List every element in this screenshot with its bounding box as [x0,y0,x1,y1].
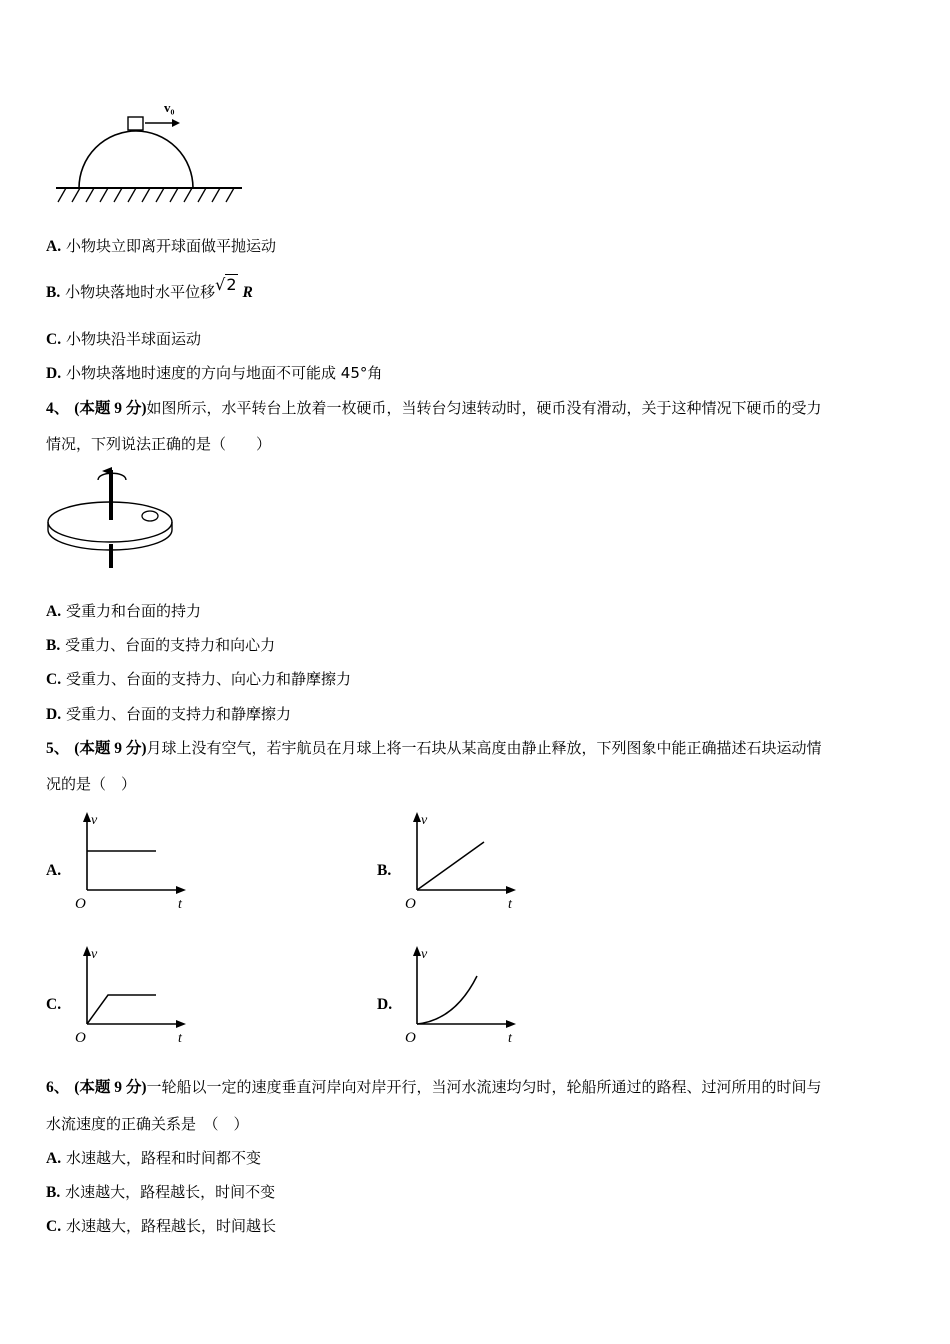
q4-option-a[interactable]: A. 受重力和台面的持力 [46,602,202,620]
q3-option-c[interactable]: C. 小物块沿半球面运动 [46,330,202,348]
q3-option-d[interactable]: D. 小物块落地时速度的方向与地面不可能成 45°角 [46,364,383,382]
q6-option-b[interactable]: B. 水速越大，路程越长，时间不变 [46,1183,276,1201]
q4-option-c[interactable]: C. 受重力、台面的支持力、向心力和静摩擦力 [46,670,352,688]
q6-stem-line2: 水流速度的正确关系是 （ ） [46,1115,249,1133]
v0-label: v₀ [164,100,175,115]
q6-option-c[interactable]: C. 水速越大，路程越长，时间越长 [46,1217,277,1235]
q5-graph-d[interactable] [400,944,525,1046]
q5-stem-line2: 况的是（ ） [46,775,137,793]
q5-graph-b-label[interactable]: B. [377,862,392,879]
svg-text:v: v [421,947,428,962]
q4-option-d[interactable]: D. 受重力、台面的支持力和静摩擦力 [46,705,292,723]
svg-text:t: t [178,1031,182,1046]
svg-text:v: v [91,947,98,962]
svg-text:O: O [405,1030,416,1046]
q4-stem-line1: 4、 (本题 9 分)如图所示，水平转台上放着一枚硬币，当转台匀速转动时，硬币没有滑动，关于这种情况下硬币的受力 [46,399,822,417]
q4-option-b[interactable]: B. 受重力、台面的支持力和向心力 [46,636,276,654]
q5-stem-line1: 5、 (本题 9 分)月球上没有空气，若宇航员在月球上将一石块从某高度由静止释放，下列图象中能正确描述石块运动情 [46,739,822,757]
sqrt-symbol: √2 [215,275,237,294]
q5-graph-d-label[interactable]: D. [377,996,393,1013]
q5-graph-b[interactable] [400,810,525,912]
svg-text:t: t [508,1031,512,1046]
turntable-figure [46,464,178,572]
svg-text:O: O [75,896,86,912]
hemisphere-figure [46,96,246,208]
q3-option-a[interactable]: A. 小物块立即离开球面做平抛运动 [46,237,277,255]
svg-text:t: t [178,897,182,912]
q4-stem-line2: 情况，下列说法正确的是（ ） [46,435,272,453]
q5-graph-c-label[interactable]: C. [46,996,62,1013]
svg-text:v: v [421,813,428,828]
q5-graph-c[interactable] [70,944,195,1046]
q6-stem-line1: 6、 (本题 9 分)一轮船以一定的速度垂直河岸向对岸开行，当河水流速均匀时，轮船所通过的路程、过河所用的时间与 [46,1078,822,1096]
svg-text:v: v [91,813,98,828]
svg-text:t: t [508,897,512,912]
svg-text:O: O [405,896,416,912]
q3-option-b[interactable]: B. 小物块落地时水平位移√2 R [46,275,253,301]
q6-option-a[interactable]: A. 水速越大，路程和时间都不变 [46,1149,262,1167]
q5-graph-a[interactable] [70,810,195,912]
svg-text:O: O [75,1030,86,1046]
q5-graph-a-label[interactable]: A. [46,862,62,879]
